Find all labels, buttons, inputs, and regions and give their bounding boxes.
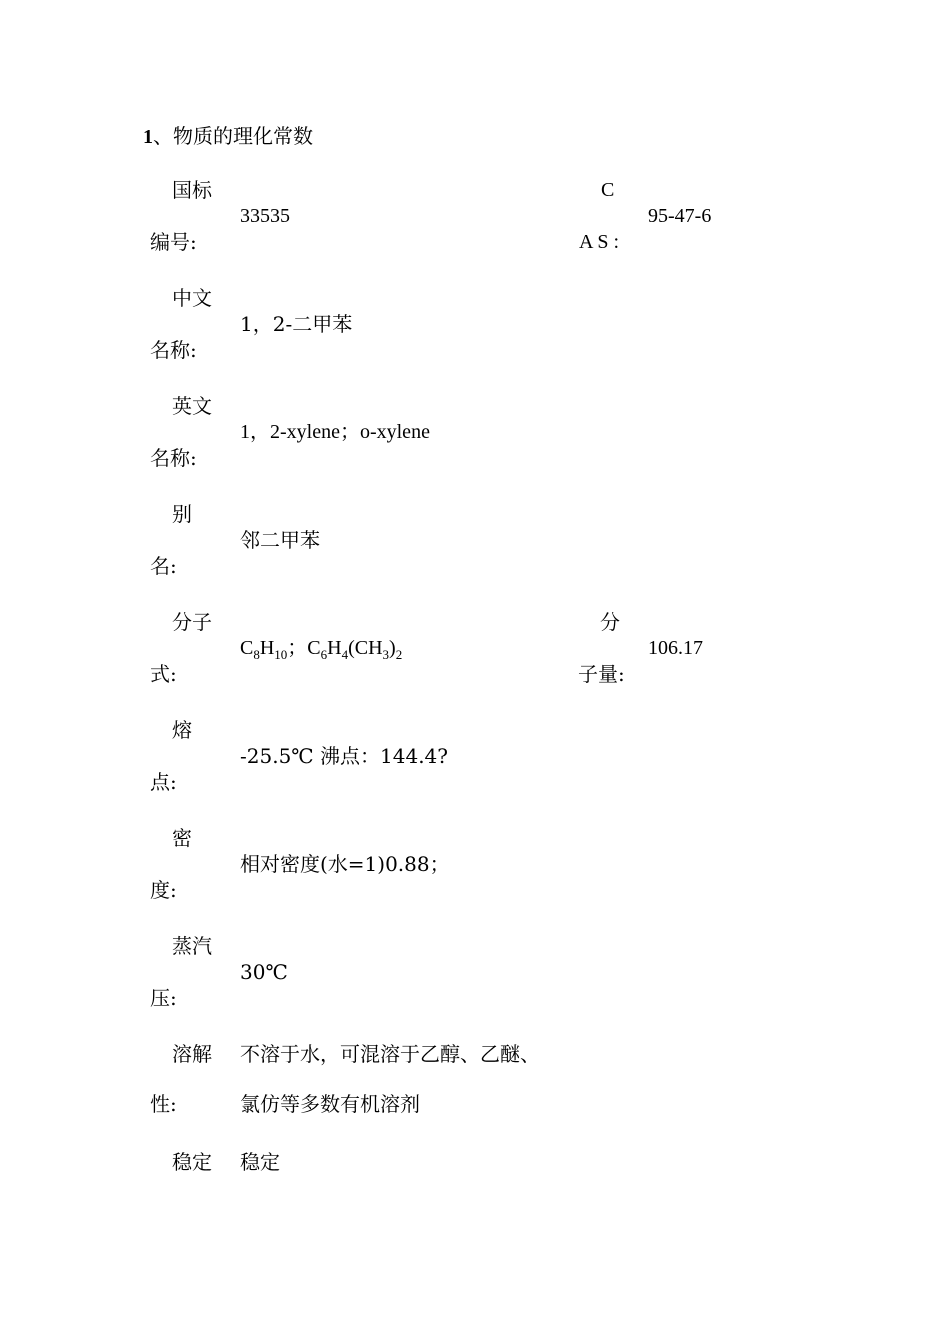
- label-formula-line2: 式:: [150, 662, 177, 686]
- label-density-line2: 度:: [150, 878, 177, 902]
- value-formula: $C_8H_{10}$；$C_6H_4(CH_3)_2$: [240, 637, 403, 662]
- label-solubility-line1: 溶解: [172, 1042, 212, 1066]
- label-density-line1: 密: [172, 826, 192, 850]
- label-cn-name-line2: 名称:: [150, 338, 197, 362]
- label-cn-name-line1: 中文: [172, 286, 212, 310]
- label-formula-line1: 分子: [172, 610, 212, 634]
- label-en-name-line1: 英文: [172, 394, 212, 418]
- label-cas-line2: A S :: [579, 231, 620, 253]
- label-melting-line2: 点:: [150, 770, 177, 794]
- label-vapor-line1: 蒸汽: [172, 934, 212, 958]
- value-melting: -25.5℃ 沸点：144.4?: [240, 744, 448, 768]
- label-id-line2: 编号:: [150, 230, 197, 254]
- value-solubility-line1: 不溶于水，可混溶于乙醇、乙醚、: [240, 1042, 540, 1066]
- value-cn-name: 1，2-二甲苯: [240, 312, 353, 336]
- value-en-name: 1，2-xylene；o-xylene: [240, 421, 430, 443]
- label-alias-line1: 别: [172, 502, 192, 526]
- label-mw-line1: 分: [600, 610, 620, 634]
- label-alias-line2: 名:: [150, 554, 177, 578]
- label-en-name-line2: 名称:: [150, 446, 197, 470]
- value-mw: 106.17: [648, 637, 703, 659]
- value-solubility-line2: 氯仿等多数有机溶剂: [240, 1092, 420, 1116]
- label-melting-line1: 熔: [172, 718, 192, 742]
- label-mw-line2: 子量:: [578, 662, 625, 686]
- value-density: 相对密度(水=1)0.88；: [240, 852, 450, 876]
- value-vapor: 30℃: [240, 960, 288, 984]
- label-cas-line1: C: [601, 179, 615, 201]
- section-heading: [143, 122, 313, 151]
- value-alias: 邻二甲苯: [240, 528, 320, 552]
- section-number: 1: [143, 126, 153, 148]
- value-stability: 稳定: [240, 1150, 280, 1174]
- label-stability-line1: 稳定: [172, 1150, 212, 1174]
- label-solubility-line2: 性:: [150, 1092, 177, 1116]
- value-id: 33535: [240, 205, 290, 227]
- label-vapor-line2: 压:: [150, 986, 177, 1010]
- label-id-line1: 国标: [172, 178, 212, 202]
- value-cas: 95-47-6: [648, 205, 712, 227]
- section-title: 、物质的理化常数: [153, 124, 313, 148]
